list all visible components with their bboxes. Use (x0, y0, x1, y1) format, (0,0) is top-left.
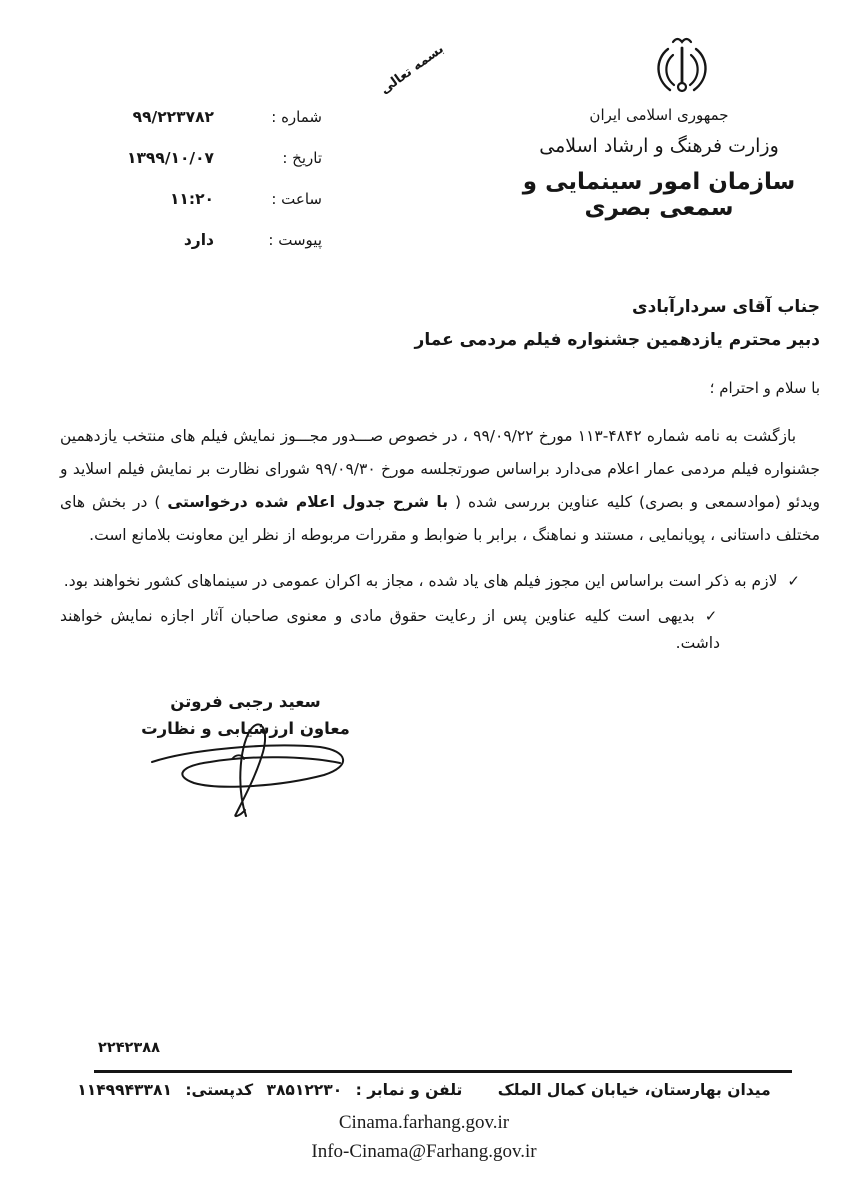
body-text-bold: با شرح جدول اعلام شده درخواستی (167, 493, 449, 511)
letter-meta (60, 106, 322, 270)
letterhead-org-block (484, 106, 834, 221)
recipient-block (60, 294, 820, 397)
checkmark-icon: ✓ (704, 607, 720, 625)
checklist-item-2-text: بدیهی است کلیه عناوین پس از رعایت حقوق مادی و معنوی صاحبان آثار اجازه نمایش خواهند داشت. (60, 607, 720, 652)
footer-address: میدان بهارستان، خیابان کمال الملک (497, 1081, 771, 1099)
meta-row-attachment (60, 229, 322, 252)
iran-emblem-icon (645, 34, 719, 104)
footer-phone-label: تلفن و نمابر : (355, 1081, 463, 1099)
body-text-part1: بازگشت به نامه شماره ۴۸۴۲-۱۱۳ مورخ ۹۹/۰۹/۲۲ ، در خصوص صـــدور مجـــوز نمایش فیلم های منتخب یازدهمین جشنواره فیلم مردمی عمار اعلام می‌دارد براساس صورتجلسه مورخ ۹۹/۰۹/۳۰ شورای نظارت بر نمایش فیلم اسلاید و ویدئو (موادسمعی و بصری) کلیه عناوین بررسی شده ( (60, 427, 821, 511)
checklist-item-1 (60, 568, 820, 595)
meta-value-time: ۱۱:۲۰ (169, 190, 214, 208)
letter-body (60, 420, 820, 657)
meta-row-number (60, 106, 322, 129)
meta-label-number: شماره : (271, 108, 322, 126)
recipient-title: دبیر محترم یازدهمین جشنواره فیلم مردمی عمار (414, 330, 820, 350)
body-text-part2: ) در بخش های مختلف داستانی ، پویانمایی ، مستند و نماهنگ ، برابر با ضوابط و مقررات مربوطه از نظر این معاونت بلامانع است. (60, 493, 820, 544)
meta-label-attachment: پیوست : (268, 231, 322, 249)
meta-row-date (60, 147, 322, 170)
meta-value-number: ۹۹/۲۲۳۷۸۲ (132, 108, 214, 126)
meta-label-date: تاریخ : (282, 149, 322, 167)
footer-divider (94, 1070, 792, 1073)
greeting-line: با سلام و احترام ؛ (709, 379, 820, 397)
footer-postal-label: کدپستی: (185, 1081, 254, 1099)
signatory-name: سعید رجبی فروتن (170, 692, 321, 711)
footer-phone-number: ۳۸۵۱۲۲۳۰ (266, 1081, 343, 1099)
signature-block (138, 692, 353, 738)
footer-website: Cinama.farhang.gov.ir (338, 1112, 510, 1133)
footer-email: Info-Cinama@Farhang.gov.ir (311, 1141, 537, 1162)
org-name-organization: سازمان امور سینمایی و سمعی بصری (522, 169, 796, 221)
body-paragraph (60, 420, 820, 552)
meta-row-time (60, 188, 322, 211)
footer-address-line (0, 1081, 848, 1099)
meta-value-date: ۱۳۹۹/۱۰/۰۷ (126, 149, 214, 167)
checklist-item-2 (60, 603, 820, 657)
footer-ref-number: ۲۲۴۲۳۸۸ (98, 1040, 160, 1056)
org-name-ministry: وزارت فرهنگ و ارشاد اسلامی (539, 135, 779, 157)
checklist-item-1-text: لازم به ذکر است براساس این مجوز فیلم های یاد شده ، مجاز به اکران عمومی در سینماهای کشور نخواهند بود. (63, 572, 778, 590)
footer-postal-code: ۱۱۴۹۹۴۳۳۸۱ (77, 1081, 172, 1099)
org-name-country: جمهوری اسلامی ایران (589, 106, 729, 124)
meta-label-time: ساعت : (271, 190, 322, 208)
bismillah-calligraphy: بسمه تعالی (377, 41, 447, 98)
signatory-title: معاون ارزشیابی و نظارت (141, 719, 350, 738)
checkmark-icon: ✓ (787, 572, 800, 590)
recipient-name: جناب آقای سردارآبادی (632, 297, 820, 317)
meta-value-attachment: دارد (183, 231, 214, 249)
